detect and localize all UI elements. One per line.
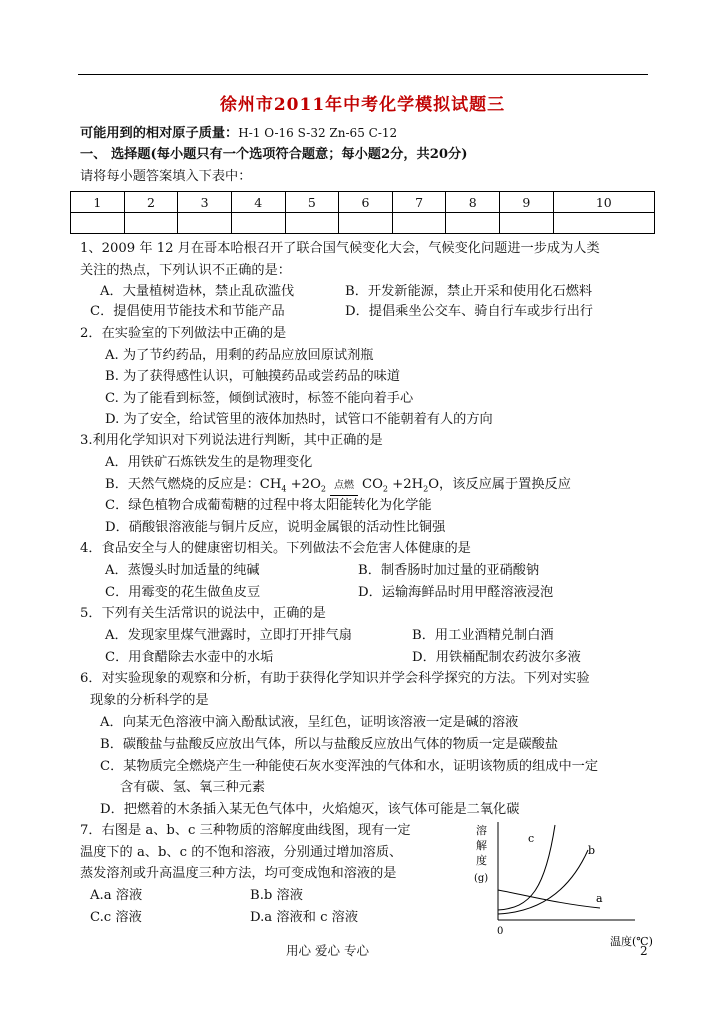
series-line-c: [498, 825, 555, 910]
q6-option-c-cont: 含有碳、氢、氧三种元素: [120, 780, 266, 795]
q6-stem: 6．对实验现象的观察和分析，有助于获得化学知识并学会科学探究的方法。下列对实验: [80, 671, 590, 686]
header-rule: [78, 74, 648, 75]
series-label-a: a: [596, 892, 603, 905]
q3-option-c: C．绿色植物合成葡萄糖的过程中将太阳能转化为化学能: [105, 498, 432, 513]
q4-stem: 4．食品安全与人的健康密切相关。下列做法不会危害人体健康的是: [80, 541, 471, 556]
q7-stem: 7．右图是 a、b、c 三种物质的溶解度曲线图，现有一定: [80, 823, 411, 838]
q5-option-b: B．用工业酒精兑制白酒: [412, 628, 554, 643]
q2-option-c: C. 为了能看到标签，倾倒试液时，标签不能向着手心: [105, 391, 414, 406]
answer-cell[interactable]: [231, 213, 285, 234]
section-heading: 一、 选择题(每小题只有一个选项符合题意；每小题2分，共20分): [80, 147, 468, 162]
q6-option-c: C．某物质完全燃烧产生一种能使石灰水变浑浊的气体和水，证明该物质的组成中一定: [100, 759, 599, 774]
series-label-c: c: [528, 832, 535, 845]
q7-option-a: A.a 溶液: [90, 888, 143, 903]
q7-option-d: D.a 溶液和 c 溶液: [250, 910, 359, 925]
atomic-mass-label: 可能用到的相对原子质量：: [80, 126, 239, 141]
section-instruction: 请将每小题答案填入下表中：: [80, 169, 252, 184]
atomic-mass-line: [80, 124, 397, 143]
answer-cell[interactable]: [285, 213, 339, 234]
q2-option-b: B. 为了获得感性认识，可触摸药品或尝药品的味道: [105, 369, 401, 384]
q6-option-a: A．向某无色溶液中滴入酚酞试液，呈红色，证明该溶液一定是碱的溶液: [100, 715, 519, 730]
q2-option-d: D. 为了安全，给试管里的液体加热时，试管口不能朝着有人的方向: [105, 412, 493, 427]
solubility-chart: [470, 820, 670, 950]
q1-stem-cont: 关注的热点，下列认识不正确的是：: [80, 263, 291, 278]
y-axis-label-char: (g): [474, 873, 489, 884]
x-axis-label: 温度(℃): [610, 935, 653, 948]
q4-option-b: B．制香肠时加过量的亚硝酸钠: [358, 563, 540, 578]
answer-header-cell: 5: [285, 192, 339, 213]
q7-stem-cont2: 蒸发溶剂或升高温度三种方法，均可变成饱和溶液的是: [80, 866, 397, 881]
answer-header-cell: 7: [392, 192, 446, 213]
q1-option-c: C．提倡使用节能技术和节能产品: [90, 304, 285, 319]
page-title: 徐州市2011年中考化学模拟试题三: [219, 95, 506, 115]
q1-option-d: D．提倡乘坐公交车、骑自行车或步行出行: [345, 304, 593, 319]
q2-stem: 2．在实验室的下列做法中正确的是: [80, 326, 287, 341]
q6-option-b: B．碳酸盐与盐酸反应放出气体，所以与盐酸反应放出气体的物质一定是碳酸盐: [100, 737, 559, 752]
answer-header-cell: 8: [446, 192, 500, 213]
q3-option-a: A．用铁矿石炼铁发生的是物理变化: [105, 455, 313, 470]
q7-stem-cont1: 温度下的 a、b、c 的不饱和溶液，分别通过增加溶质、: [80, 845, 403, 860]
answer-cell[interactable]: [124, 213, 178, 234]
y-axis-label-char: 解: [476, 839, 487, 852]
q1-stem: 1、2009 年 12 月在哥本哈根召开了联合国气候变化大会，气候变化问题进一步成为人类: [80, 241, 600, 256]
answer-header-cell: 2: [124, 192, 178, 213]
q4-option-a: A．蒸馒头时加适量的纯碱: [105, 563, 260, 578]
answer-table-header-row: [71, 192, 655, 213]
q7-option-c: C.c 溶液: [90, 910, 142, 925]
q3-option-b: B．天然气燃烧的反应是：$CH_4 +2O_2$ 点燃 $CO_2 +2H_2O$，该反应属于置换反应: [105, 476, 571, 499]
answer-header-cell: 6: [339, 192, 393, 213]
y-axis-label-char: 度: [476, 854, 487, 867]
answer-table: [70, 191, 655, 234]
q6-option-d: D．把燃着的木条插入某无色气体中，火焰熄灭，该气体可能是二氧化碳: [100, 802, 520, 817]
page-number: 2: [640, 944, 648, 958]
q4-option-d: D．运输海鲜品时用甲醛溶液浸泡: [358, 585, 554, 600]
origin-label: 0: [497, 926, 504, 937]
reaction-condition: 点燃: [330, 477, 358, 496]
q4-option-c: C．用霉变的花生做鱼皮豆: [105, 585, 261, 600]
q2-option-a: A. 为了节约药品，用剩的药品应放回原试剂瓶: [105, 348, 374, 363]
answer-cell[interactable]: [339, 213, 393, 234]
answer-table-input-row: [71, 213, 655, 234]
answer-header-cell: 3: [178, 192, 232, 213]
q7-option-b: B.b 溶液: [250, 888, 303, 903]
answer-cell[interactable]: [392, 213, 446, 234]
q5-stem: 5．下列有关生活常识的说法中，正确的是: [80, 606, 326, 621]
atomic-mass-values: H-1 O-16 S-32 Zn-65 C-12: [238, 126, 398, 140]
q5-option-c: C．用食醋除去水壶中的水垢: [105, 650, 274, 665]
footer-motto: 用心 爱心 专心: [286, 943, 369, 958]
q1-option-b: B．开发新能源，禁止开采和使用化石燃料: [345, 284, 593, 299]
q5-option-d: D．用铁桶配制农药波尔多液: [412, 650, 581, 665]
y-axis-label-char: 溶: [476, 824, 487, 837]
q3-option-d: D．硝酸银溶液能与铜片反应，说明金属银的活动性比铜强: [105, 520, 446, 535]
answer-cell[interactable]: [500, 213, 554, 234]
answer-cell[interactable]: [178, 213, 232, 234]
answer-header-cell: 1: [71, 192, 125, 213]
answer-header-cell: 10: [553, 192, 654, 213]
q3-stem: 3.利用化学知识对下列说法进行判断，其中正确的是: [80, 433, 383, 448]
q1-option-a: A．大量植树造林，禁止乱砍滥伐: [100, 284, 295, 299]
answer-cell[interactable]: [446, 213, 500, 234]
answer-cell[interactable]: [71, 213, 125, 234]
q5-option-a: A．发现家里煤气泄露时，立即打开排气扇: [105, 628, 352, 643]
answer-cell[interactable]: [553, 213, 654, 234]
q6-stem-cont: 现象的分析科学的是: [90, 693, 209, 708]
answer-header-cell: 4: [231, 192, 285, 213]
answer-header-cell: 9: [500, 192, 554, 213]
series-label-b: b: [588, 844, 596, 857]
